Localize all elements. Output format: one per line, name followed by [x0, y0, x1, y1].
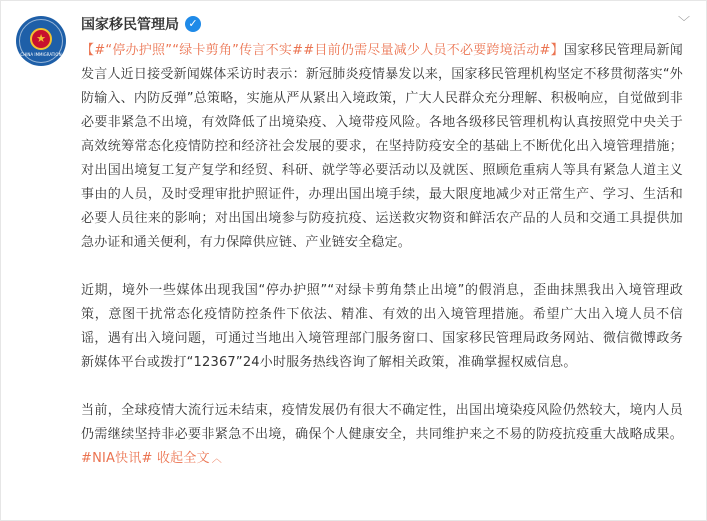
nia-hashtag-link[interactable]: #NIA快讯# [81, 451, 153, 466]
chevron-down-icon[interactable]: ﹀ [677, 15, 690, 29]
post-paragraph-3 [81, 399, 683, 472]
post-paragraph-1 [81, 39, 683, 255]
collapse-button[interactable] [157, 451, 222, 466]
collapse-label: 收起全文 [156, 451, 210, 466]
paragraph-text: 国家移民管理局新闻发言人近日接受新闻媒体采访时表示：新冠肺炎疫情暴发以来，国家移民管理机构坚定不移贯彻落实“外防输入、内防反弹”总策略，实施从严从紧出入境政策，广大人民群众充分理解、积极响应，自觉做到非必要非紧急不出境，有效降低了出境染疫、入境带疫风险。各地各级移民管理机构认真按照党中央关于高效统筹常态化疫情防控和经济社会发展的要求，在坚持防疫安全的基础上不断优化出入境管理措施；对出国出境复工复产复学和经贸、科研、就学等必要活动以及就医、照顾危重病人等具有紧急人道主义事由的人员，及时受理审批护照证件，办理出国出境手续，最大限度地减少对正常生产、学习、生活和必要人员往来的影响；对出国出境参与防疫抗疫、运送救灾物资和鲜活农产品的人员和交通工具提供加急办证和通关便利，有力保障供应链、产业链安全稳定。 [81, 43, 683, 250]
national-emblem-icon [30, 28, 52, 50]
post-header [81, 13, 201, 35]
post-paragraph-2 [81, 279, 683, 375]
avatar[interactable] [16, 16, 66, 66]
chevron-up-icon: ︿ [211, 454, 222, 465]
hashtag-link[interactable]: #“停办护照”“绿卡剪角”传言不实##目前仍需尽量减少人员不必要跨境活动# [94, 43, 551, 58]
account-name[interactable]: 国家移民管理局 [81, 17, 179, 33]
bracket-close: 】 [550, 43, 564, 58]
bracket-open: 【 [81, 43, 95, 58]
avatar-text: CHINA IMMIGRATION [20, 52, 62, 57]
verified-v-icon[interactable]: ✓ [185, 16, 201, 32]
post-content [81, 39, 683, 472]
paragraph-text: 当前，全球疫情大流行远未结束，疫情发展仍有很大不确定性，出国出境染疫风险仍然较大，境内人员仍需继续坚持非必要非紧急不出境，确保个人健康安全，共同维护来之不易的防疫抗疫重大战略成果。 [81, 403, 683, 442]
paragraph-text: 近期，境外一些媒体出现我国“停办护照”“对绿卡剪角禁止出境”的假消息，歪曲抹黑我出入境管理政策，意图干扰常态化疫情防控条件下依法、精准、有效的出入境管理措施。希望广大出入境人员不信谣，遇有出入境问题，可通过当地出入境管理部门服务窗口、国家移民管理局政务网站、微信微博政务新媒体平台或拨打“12367”24小时服务热线咨询了解相关政策，准确掌握权威信息。 [81, 283, 683, 370]
